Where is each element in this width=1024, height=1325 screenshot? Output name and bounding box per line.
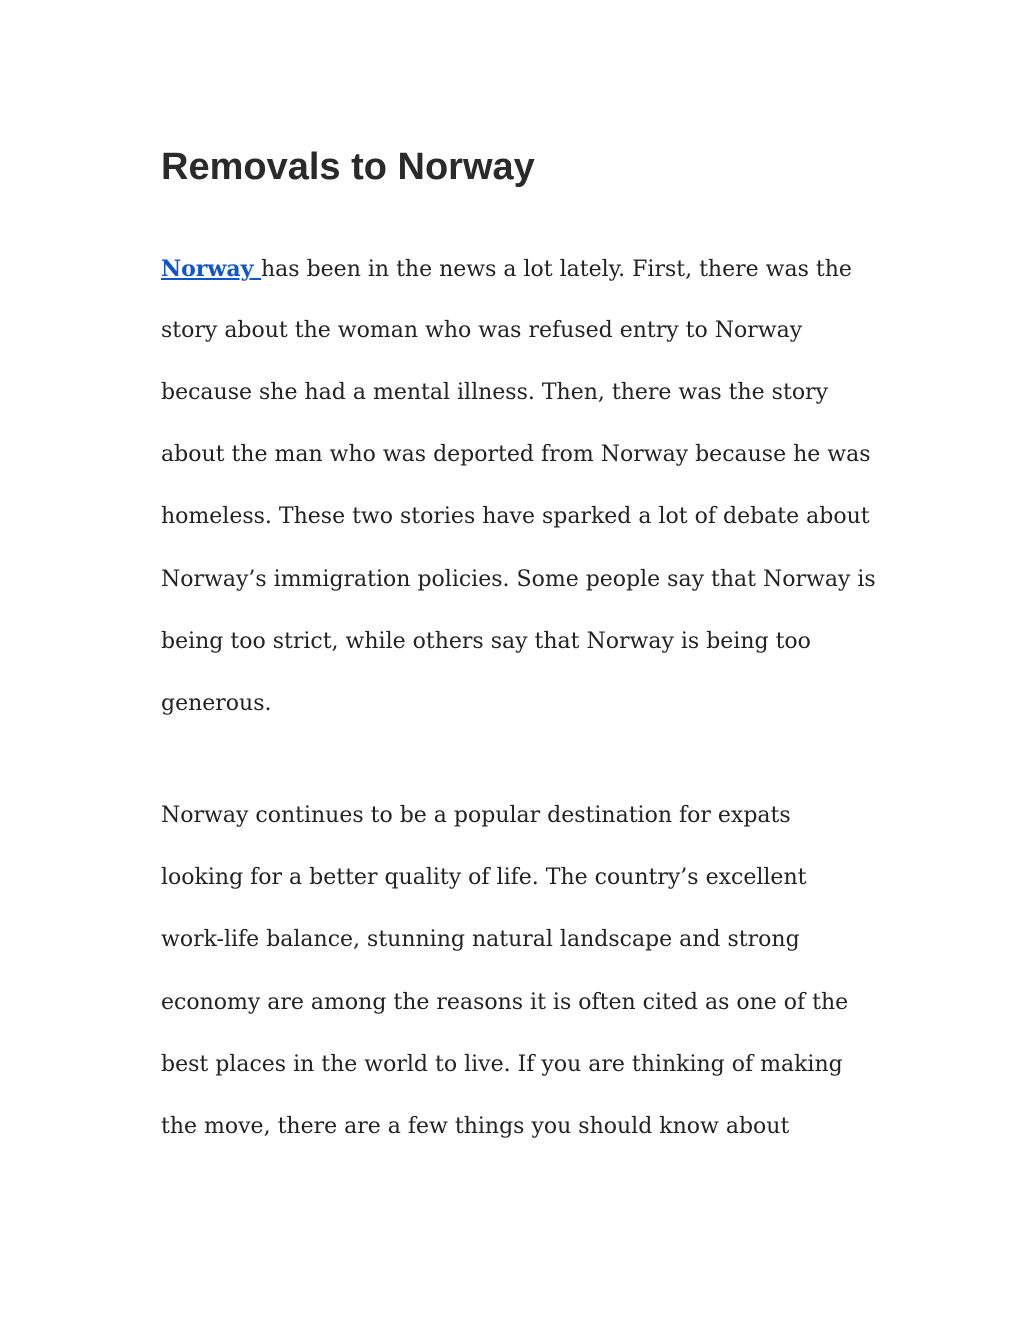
paragraph2-line-2: looking for a better quality of life. The country’s excellent: [161, 865, 807, 890]
paragraph2-line-3: work-life balance, stunning natural landscape and strong: [161, 927, 800, 952]
paragraph1-line-1-text: has been in the news a lot lately. First, there was the: [261, 257, 852, 282]
paragraph2-line-1: Norway continues to be a popular destination for expats: [161, 803, 791, 828]
paragraph1-line-5: homeless. These two stories have sparked a lot of debate about: [161, 504, 870, 529]
paragraph1-line-8: generous.: [161, 691, 272, 716]
paragraph1-line-2: story about the woman who was refused entry to Norway: [161, 318, 803, 343]
paragraph1-line-4: about the man who was deported from Norway because he was: [161, 442, 871, 467]
paragraph1-line-7: being too strict, while others say that Norway is being too: [161, 629, 811, 654]
paragraph2-line-4: economy are among the reasons it is often cited as one of the: [161, 990, 849, 1015]
paragraph1-line-1: [161, 253, 852, 286]
norway-link[interactable]: Norway: [161, 256, 262, 282]
paragraph1-line-6: Norway’s immigration policies. Some people say that Norway is: [161, 567, 876, 592]
page-title: Removals to Norway: [161, 146, 535, 188]
paragraph1-line-3: because she had a mental illness. Then, there was the story: [161, 380, 829, 405]
paragraph2-line-6: the move, there are a few things you should know about: [161, 1114, 790, 1139]
paragraph2-line-5: best places in the world to live. If you are thinking of making: [161, 1052, 843, 1077]
